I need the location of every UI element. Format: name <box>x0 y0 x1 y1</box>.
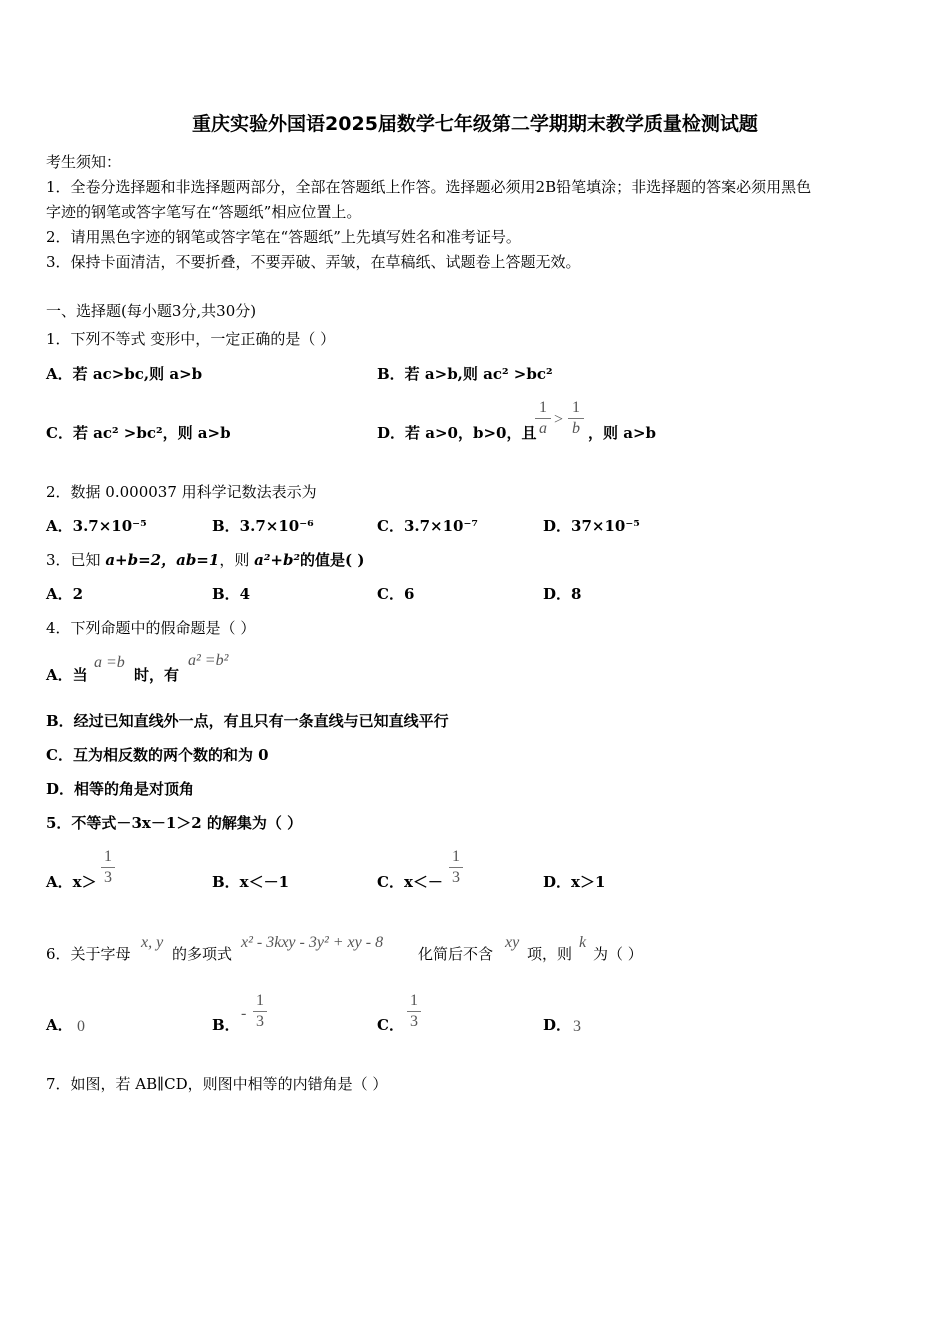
notice-line-2: 2．请用黑色字迹的钢笔或答字笔在“答题纸”上先填写姓名和准考证号。 <box>46 228 521 246</box>
q6-option-a-value: 0 <box>77 1018 85 1035</box>
q6-option-c-fraction <box>407 992 421 1031</box>
fraction-bar <box>535 418 551 419</box>
fraction-numerator: 1 <box>256 992 264 1009</box>
q4-option-a-prefix: A．当 <box>46 666 88 684</box>
notice-line-3: 3．保持卡面清洁，不要折叠，不要弄破、弄皱，在草稿纸、试题卷上答题无效。 <box>46 253 581 271</box>
q6-option-b-fraction <box>253 992 267 1031</box>
q6-stem-suffix: 为（ ） <box>593 945 643 963</box>
fraction-bar <box>449 867 463 868</box>
q3-option-a: A．2 <box>46 585 84 603</box>
q2-option-c: C．3.7×10⁻⁷ <box>377 517 478 535</box>
q1-option-d-suffix: ，则 a>b <box>588 424 656 442</box>
fraction-denominator: 3 <box>104 869 112 886</box>
q2-option-b: B．3.7×10⁻⁶ <box>212 517 314 535</box>
q3-option-d: D．8 <box>543 585 582 603</box>
fraction-denominator: a <box>539 420 547 437</box>
q5-option-a-prefix: A．x＞ <box>46 873 97 891</box>
q1-option-c: C．若 ac² >bc²，则 a>b <box>46 424 231 442</box>
fraction-denominator: 3 <box>410 1013 418 1030</box>
q6-option-d-label: D． <box>543 1016 572 1034</box>
q4-equation-a2-eq-b2: a² =b² <box>188 652 229 669</box>
q5-option-c-prefix: C．x＜－ <box>377 873 443 891</box>
q4-option-c: C．互为相反数的两个数的和为 0 <box>46 746 269 764</box>
fraction-denominator: 3 <box>452 869 460 886</box>
q3-stem-suffix: 的值是( ) <box>300 551 365 569</box>
q6-stem-prefix: 6．关于字母 <box>46 945 131 963</box>
q4-stem: 4．下列命题中的假命题是（ ） <box>46 619 256 637</box>
q3-condition: a+b=2，ab=1 <box>105 551 220 569</box>
q4-option-a-mid: 时，有 <box>134 666 180 684</box>
fraction-numerator: 1 <box>452 848 460 865</box>
q6-xy-term: xy <box>505 934 520 951</box>
q2-stem: 2．数据 0.000037 用科学记数法表示为 <box>46 483 317 501</box>
q1-fraction-1-over-b <box>568 399 584 438</box>
q7-stem: 7．如图，若 AB∥CD，则图中相等的内错角是（ ） <box>46 1075 388 1093</box>
q5-option-d: D．x＞1 <box>543 873 606 891</box>
q1-option-a: A．若 ac>bc,则 a>b <box>46 365 203 383</box>
q6-option-b-sign: - <box>241 1005 247 1022</box>
page-title: 重庆实验外国语2025届数学七年级第二学期期末教学质量检测试题 <box>192 113 758 135</box>
q3-stem <box>46 550 364 570</box>
q6-k: k <box>579 934 587 951</box>
q6-stem-mid: 的多项式 <box>172 945 233 963</box>
q2-option-a: A．3.7×10⁻⁵ <box>46 517 147 535</box>
q1-option-b: B．若 a>b,则 ac² >bc² <box>377 365 553 383</box>
notice-line-1: 1．全卷分选择题和非选择题两部分，全部在答题纸上作答。选择题必须用2B铅笔填涂；非选择题的答案必须用黑色 <box>46 178 812 196</box>
q6-option-a-label: A． <box>46 1016 73 1034</box>
fraction-bar <box>407 1011 421 1012</box>
q1-greater-sign: > <box>554 411 564 428</box>
fraction-numerator: 1 <box>104 848 112 865</box>
q6-option-d-value: 3 <box>573 1018 581 1035</box>
q3-stem-mid: ，则 <box>219 551 255 569</box>
fraction-bar <box>568 418 584 419</box>
q3-stem-prefix: 3．已知 <box>46 551 106 569</box>
fraction-numerator: 1 <box>572 399 580 416</box>
fraction-denominator: b <box>572 420 580 437</box>
notice-line-1b: 字迹的钢笔或答字笔写在“答题纸”相应位置上。 <box>46 203 362 221</box>
q1-option-d-prefix: D．若 a>0，b>0，且 <box>377 424 537 442</box>
q5-option-a-fraction <box>101 848 115 887</box>
q3-option-b: B．4 <box>212 585 251 603</box>
q5-stem: 5．不等式－3x－1＞2 的解集为（ ） <box>46 814 303 832</box>
q4-option-d: D．相等的角是对顶角 <box>46 780 195 798</box>
q6-option-c-label: C． <box>377 1016 404 1034</box>
notice-heading: 考生须知： <box>46 153 122 171</box>
q3-option-c: C．6 <box>377 585 415 603</box>
q6-option-b-label: B． <box>212 1016 240 1034</box>
fraction-bar <box>101 867 115 868</box>
q1-fraction-1-over-a <box>535 399 551 438</box>
q6-stem-mid3: 项，则 <box>527 945 573 963</box>
q4-equation-a-eq-b: a =b <box>94 654 125 671</box>
q3-expression: a²+b² <box>254 551 301 569</box>
fraction-numerator: 1 <box>539 399 547 416</box>
q5-option-b: B．x＜－1 <box>212 873 290 891</box>
q2-option-d: D．37×10⁻⁵ <box>543 517 640 535</box>
section-heading: 一、选择题(每小题3分,共30分) <box>46 302 257 320</box>
q1-stem: 1．下列不等式 变形中，一定正确的是（ ） <box>46 330 336 348</box>
fraction-bar <box>253 1011 267 1012</box>
q4-option-b: B．经过已知直线外一点，有且只有一条直线与已知直线平行 <box>46 712 449 730</box>
fraction-numerator: 1 <box>410 992 418 1009</box>
q6-variables: x, y <box>141 934 164 951</box>
q5-option-c-fraction <box>449 848 463 887</box>
q6-stem-mid2: 化简后不含 <box>418 945 494 963</box>
fraction-denominator: 3 <box>256 1013 264 1030</box>
q6-polynomial: x² - 3kxy - 3y² + xy - 8 <box>241 934 384 951</box>
